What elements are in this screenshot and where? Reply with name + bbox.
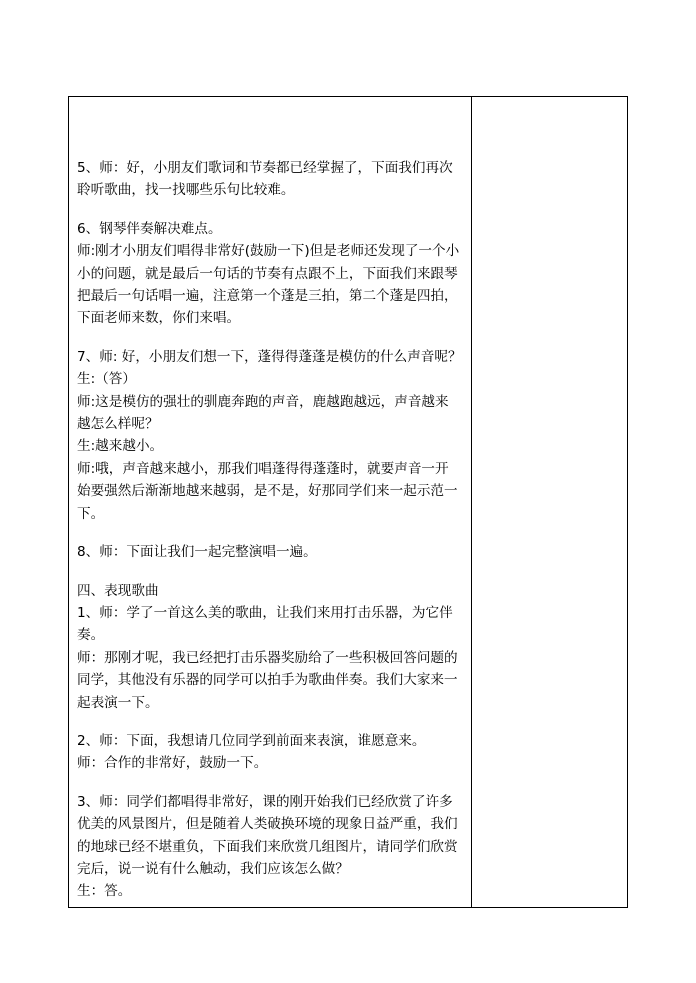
paragraph-step-5 xyxy=(77,157,465,202)
paragraph-step-6 xyxy=(77,218,465,330)
text-line: 师:哦，声音越来越小，那我们唱蓬得得蓬蓬时，就要声音一开 xyxy=(77,460,449,477)
paragraph-gap xyxy=(77,775,465,791)
text-line: 生:（答） xyxy=(77,371,136,388)
paragraph-perform-3 xyxy=(77,791,465,903)
text-line: 8、师：下面让我们一起完整演唱一遍。 xyxy=(77,544,317,561)
text-line: 下面老师来数，你们来唱。 xyxy=(77,310,241,327)
text-line: 2、师：下面，我想请几位同学到前面来表演，谁愿意来。 xyxy=(77,732,426,749)
text-line: 师：合作的非常好，鼓励一下。 xyxy=(77,755,268,772)
text-line: 5、师：好，小朋友们歌词和节奏都已经掌握了，下面我们再次 xyxy=(77,160,453,176)
text-line: 师:这是模仿的强壮的驯鹿奔跑的声音，鹿越跑越远，声音越来 xyxy=(77,393,449,410)
text-line: 起表演一下。 xyxy=(77,694,159,711)
paragraph-gap xyxy=(77,564,465,580)
text-line: 下。 xyxy=(77,505,105,522)
paragraph-step-7 xyxy=(77,346,465,525)
text-line: 完后，说一说有什么触动，我们应该怎么做？ xyxy=(77,860,349,877)
paragraph-gap xyxy=(77,525,465,541)
text-line: 6、钢琴伴奏解决难点。 xyxy=(77,220,222,237)
section-heading: 四、表现歌曲 xyxy=(77,582,159,599)
text-line: 师:刚才小朋友们唱得非常好(鼓励一下)但是老师还发现了一个小 xyxy=(77,243,460,260)
text-line: 师：那刚才呢，我已经把打击乐器奖励给了一些积极回答问题的 xyxy=(77,649,458,666)
paragraph-gap xyxy=(77,202,465,218)
text-line: 同学，其他没有乐器的同学可以拍手为歌曲伴奏。我们大家来一 xyxy=(77,672,458,689)
paragraph-gap xyxy=(77,714,465,730)
text-line: 越怎么样呢？ xyxy=(77,416,159,433)
text-line: 奏。 xyxy=(77,627,105,644)
text-line: 生:越来越小。 xyxy=(77,438,164,455)
text-line: 7、师: 好，小朋友们想一下，蓬得得蓬蓬是模仿的什么声音呢？ xyxy=(77,348,462,365)
lesson-plan-table xyxy=(68,96,628,908)
paragraph-perform-song xyxy=(77,580,465,714)
text-line: 3、师：同学们都唱得非常好，课的刚开始我们已经欣赏了许多 xyxy=(77,793,453,810)
text-line: 聆听歌曲，找一找哪些乐句比较难。 xyxy=(77,182,295,199)
text-line: 始要强然后渐渐地越来越弱，是不是，好那同学们来一起示范一 xyxy=(77,483,458,500)
text-line: 的地球已经不堪重负，下面我们来欣赏几组图片，请同学们欣赏 xyxy=(77,838,458,855)
text-line: 小的问题，就是最后一句话的节奏有点跟不上，下面我们来跟琴 xyxy=(77,265,458,282)
text-line: 把最后一句话唱一遍，注意第一个蓬是三拍，第二个蓬是四拍， xyxy=(77,288,458,305)
paragraph-step-8 xyxy=(77,541,465,563)
text-line: 优美的风景图片，但是随着人类破换环境的现象日益严重，我们 xyxy=(77,816,458,833)
lesson-content-cell xyxy=(69,97,472,907)
paragraph-perform-2 xyxy=(77,730,465,775)
text-line: 生：答。 xyxy=(77,883,132,900)
paragraph-gap xyxy=(77,330,465,346)
notes-cell xyxy=(472,97,627,907)
text-line: 1、师：学了一首这么美的歌曲，让我们来用打击乐器，为它伴 xyxy=(77,604,453,621)
